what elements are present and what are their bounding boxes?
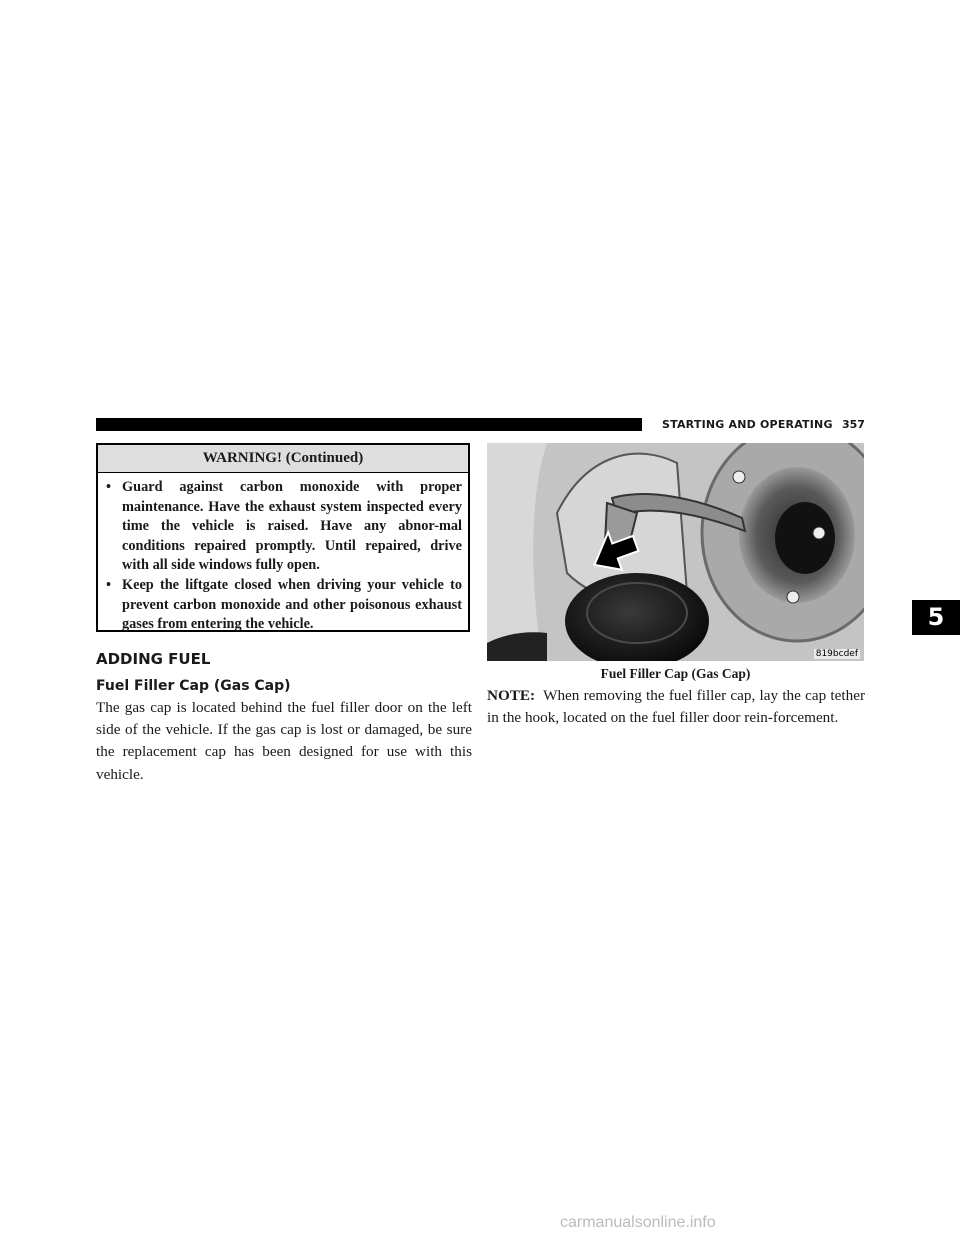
filler-opening bbox=[775, 502, 835, 574]
fuel-filler-photo bbox=[487, 443, 864, 661]
watermark: carmanualsonline.info bbox=[560, 1214, 716, 1231]
subsection-heading: Fuel Filler Cap (Gas Cap) bbox=[96, 678, 291, 694]
bullet-icon: • bbox=[106, 576, 112, 593]
warning-list bbox=[98, 473, 468, 635]
fuel-filler-illustration bbox=[487, 443, 864, 661]
warning-item-text: Guard against carbon monoxide with proper maintenance. Have the exhaust system inspected every time the vehicle is raised. Have any abnor-mal conditions repaired promptly. Until repaired, drive with all side windows fully open. bbox=[122, 479, 462, 574]
bullet-icon: • bbox=[106, 479, 112, 495]
note-paragraph bbox=[487, 685, 865, 729]
header-rule bbox=[96, 418, 642, 431]
screw-icon bbox=[787, 591, 799, 603]
warning-item bbox=[106, 576, 462, 635]
warning-item bbox=[106, 478, 462, 576]
warning-box bbox=[96, 443, 470, 632]
section-heading: ADDING FUEL bbox=[96, 650, 211, 668]
note-label: NOTE: bbox=[487, 687, 536, 704]
figure-code: 819bcdef bbox=[815, 649, 858, 659]
chapter-tab: 5 bbox=[912, 600, 960, 635]
warning-title: WARNING! (Continued) bbox=[98, 445, 468, 473]
body-paragraph: The gas cap is located behind the fuel filler door on the left side of the vehicle. If the gas cap is lost or damaged, be sure the replacement cap has been designed for use with this vehicle. bbox=[96, 699, 472, 783]
screw-icon bbox=[813, 527, 825, 539]
warning-item-text: Keep the liftgate closed when driving your vehicle to prevent carbon monoxide and other poisonous exhaust gases from entering the vehicle. bbox=[122, 576, 462, 633]
note-text: When removing the fuel filler cap, lay the cap tether in the hook, located on the fuel filler door rein-forcement. bbox=[487, 687, 865, 727]
running-header-section: STARTING AND OPERATING bbox=[662, 418, 833, 431]
screw-icon bbox=[733, 471, 745, 483]
page-number: 357 bbox=[842, 418, 865, 431]
figure-caption: Fuel Filler Cap (Gas Cap) bbox=[600, 666, 751, 681]
